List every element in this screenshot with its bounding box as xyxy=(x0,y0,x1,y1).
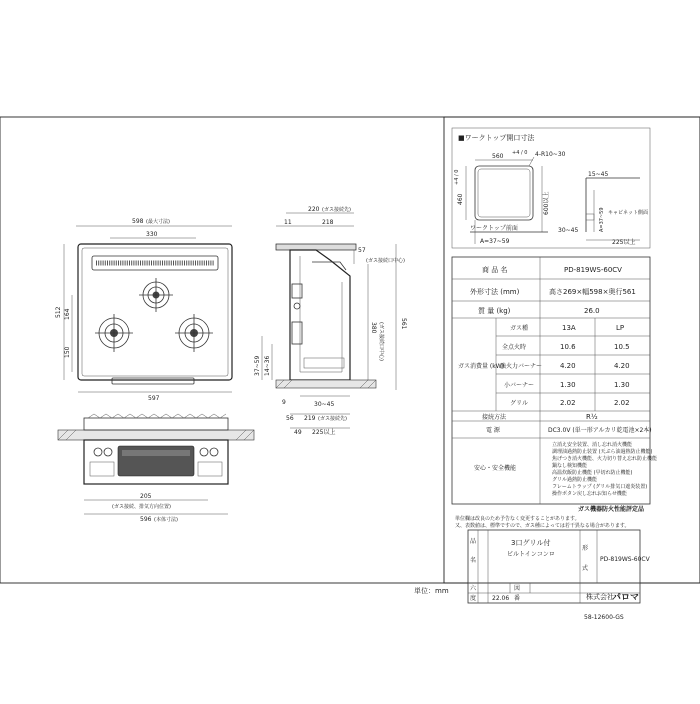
spec-row-label: 小バーナー xyxy=(504,382,535,389)
side-dim-37-59: 37~59 xyxy=(254,355,261,376)
spec-safety-item: 調理油過熱防止装置 (天ぷら油過熱防止機能) xyxy=(552,449,653,455)
cutout-opening xyxy=(475,166,533,220)
side-dim-220: 220 xyxy=(308,206,320,213)
side-knob xyxy=(294,303,300,309)
cutout-title: ■ワークトップ開口寸法 xyxy=(458,134,535,142)
spec-row-v1: 1.30 xyxy=(560,381,576,389)
tb-label-zu: 図 xyxy=(514,585,521,592)
top-dim-inner: 330 xyxy=(146,231,158,238)
burner-left xyxy=(95,314,133,352)
spec-safety-item: 鍋なし検知機能 xyxy=(552,463,588,469)
tb-date: 22.06 xyxy=(492,595,510,602)
cutout-detail xyxy=(452,128,650,248)
tb-name-line2: ビルトインコンロ xyxy=(507,551,555,558)
side-dim-218: 218 xyxy=(322,219,334,226)
side-dim-56: 56 xyxy=(286,415,294,422)
leader-radius xyxy=(529,157,534,166)
top-dim-597: 597 xyxy=(148,395,160,402)
top-dim-overall: 598 xyxy=(132,218,144,225)
side-dim-57: 57 xyxy=(358,247,366,254)
front-dim-205-note: (ガス接続、排気方向位置) xyxy=(112,504,171,510)
side-dim-561: 561 xyxy=(400,318,407,330)
front-dim-205: 205 xyxy=(140,493,152,500)
spec-mass-value: 26.0 xyxy=(584,307,600,315)
spec-safety-item: グリル過熱防止機能 xyxy=(552,477,598,483)
cutout-dim-side-over: 225以上 xyxy=(612,239,636,246)
spec-conn-value: R½ xyxy=(586,413,598,421)
side-view xyxy=(254,206,407,436)
side-dim-30-45: 30~45 xyxy=(314,401,335,408)
grill-pan-side xyxy=(304,358,344,368)
battery-box xyxy=(90,462,114,476)
tb-model: PD-819WS-60CV xyxy=(600,556,650,563)
spec-row-v2: 1.30 xyxy=(614,381,630,389)
spec-row-v1: 4.20 xyxy=(560,362,576,370)
trivets xyxy=(84,418,228,430)
burner-back xyxy=(139,278,173,312)
knob-right-2 xyxy=(210,448,218,456)
spec-power-value: DC3.0V (単一形アルカリ乾電池×2本) xyxy=(548,427,652,434)
tb-name-line1: 3口グリル付 xyxy=(511,539,551,547)
cutout-dim-width-tol: +4 / 0 xyxy=(512,150,528,156)
spec-safety-item: フレームトラップ (グリル排気口遮炎装置) xyxy=(552,484,648,490)
knob-left-2 xyxy=(104,448,112,456)
front-view xyxy=(58,414,254,523)
cutout-dim-width: 560 xyxy=(492,153,504,160)
front-dim-596: 596 xyxy=(140,516,152,523)
tb-label-kata: 形 xyxy=(582,545,589,552)
cutout-dim-radius: 4-R10~30 xyxy=(535,151,566,158)
section-bracket xyxy=(586,214,594,220)
spec-conn-label: 接続方法 xyxy=(482,414,507,421)
side-dim-219: 219 xyxy=(304,415,316,422)
spec-safety-label: 安心・安全機能 xyxy=(474,465,517,472)
knob-right xyxy=(200,448,208,456)
spec-row-v2: 2.02 xyxy=(614,399,630,407)
spec-safety-item: 立消え安全装置、消し忘れ消火機能 xyxy=(552,442,633,448)
spec-safety-item: 高温炊飯防止機能 (早切れ防止機能) xyxy=(552,470,633,476)
counter-section xyxy=(58,430,254,440)
cutout-inner xyxy=(478,169,530,217)
cutout-label-cabinet: キャビネット側面 xyxy=(608,210,649,216)
spec-cert: ガス機器防火性能評定品 xyxy=(578,506,645,513)
side-dim-219-note: (ガス接続先) xyxy=(318,416,347,422)
tb-brand-logo: パロマ xyxy=(612,593,640,603)
spec-row-v2: 4.20 xyxy=(614,362,630,370)
knob-left xyxy=(94,448,102,456)
hob-top-glass xyxy=(82,248,228,376)
tb-label-shiki: 式 xyxy=(582,565,589,572)
cutout-dim-a: A=37~59 xyxy=(599,207,605,232)
front-dim-596-note: (本体寸法) xyxy=(154,517,178,523)
side-dim-225: 225以上 xyxy=(312,429,336,436)
spec-gas-col2: LP xyxy=(616,324,625,332)
cutout-dim-side-top: 15~45 xyxy=(588,171,609,178)
spec-product-value: PD-819WS-60CV xyxy=(564,266,622,274)
tb-label-do: 度 xyxy=(470,595,477,602)
spec-row-v2: 10.5 xyxy=(614,343,630,351)
note-line-1: 単位欄は改良のため予告なく変更することがあります。 xyxy=(455,516,580,522)
side-dim-49: 49 xyxy=(294,429,302,436)
tb-label-hin: 品 xyxy=(470,538,477,545)
top-dim-overall-note: (最大寸法) xyxy=(146,219,170,225)
side-body xyxy=(290,250,350,380)
tb-label-mei: 名 xyxy=(470,557,477,564)
spec-table xyxy=(452,257,657,513)
spec-row-label: 全点火時 xyxy=(502,344,527,351)
side-dim-380: 380 xyxy=(370,322,377,334)
tb-company: 株式会社 xyxy=(586,593,614,601)
control-panel xyxy=(198,462,222,476)
unit-label: 単位：mm xyxy=(414,587,449,595)
cutout-dim-depth-over: 600以上 xyxy=(543,191,550,215)
spec-gas-col1: 13A xyxy=(562,324,576,332)
side-dim-14-36: 14~36 xyxy=(264,355,271,376)
tb-label-ro: 六 xyxy=(470,585,477,592)
spec-size-label: 外形寸法 (mm) xyxy=(470,288,520,296)
side-dim-9: 9 xyxy=(282,399,286,406)
spec-safety-item: 焦げつき消火機能、火力切り替え忘れ防止機能 xyxy=(552,456,658,462)
gas-inlet xyxy=(292,284,302,298)
side-top-plate xyxy=(276,244,356,250)
cutout-dim-depth-tol: +4 / 0 xyxy=(454,169,460,185)
side-dim-380-note: (ガス接続口中心) xyxy=(378,322,384,361)
exhaust-vent xyxy=(92,256,218,270)
side-inner xyxy=(300,256,342,372)
top-dim-150: 150 xyxy=(64,346,71,358)
grill-handle xyxy=(122,450,190,456)
top-dim-depth: 512 xyxy=(55,306,62,318)
spec-safety-item: 操作ボタン戻し忘れお知らせ機能 xyxy=(552,491,627,497)
cutout-dim-side-bottom: 30~45 xyxy=(558,227,579,234)
spec-gas-type-label: ガス種 xyxy=(510,325,529,332)
spec-row-label: 強火力バーナー xyxy=(500,363,543,370)
spec-power-label: 電 源 xyxy=(486,427,500,434)
spec-gas-group-label: ガス消費量 (kW) xyxy=(458,363,504,370)
burner-right xyxy=(175,314,213,352)
doc-number: 58-12600-GS xyxy=(584,614,624,621)
side-dim-11: 11 xyxy=(284,219,292,226)
cutout-dim-front: A=37~59 xyxy=(480,238,510,245)
cutout-label-front: ワークトップ前面 xyxy=(470,225,518,232)
spec-product-label: 商 品 名 xyxy=(482,266,508,274)
spec-size-value: 高さ269×幅598×奥行561 xyxy=(549,288,636,296)
tb-label-ban: 番 xyxy=(514,595,521,602)
top-dim-164: 164 xyxy=(64,308,71,320)
side-dim-57-note: (ガス接続口中心) xyxy=(366,258,405,264)
side-dim-220-note: (ガス接続先) xyxy=(322,207,351,213)
spec-mass-label: 質 量 (kg) xyxy=(478,307,511,315)
cutout-dim-depth: 460 xyxy=(457,193,464,205)
grill-front-lip xyxy=(112,378,194,384)
spec-row-v1: 2.02 xyxy=(560,399,576,407)
title-block xyxy=(468,530,651,603)
battery-compartment xyxy=(292,322,302,344)
spec-row-label: グリル xyxy=(510,400,529,407)
note-line-2: 又、表数値は、標準ですので、ガス種によっては若干異なる場合があります。 xyxy=(455,523,630,529)
trivet-teeth xyxy=(88,414,226,418)
top-view xyxy=(55,218,232,402)
spec-row-v1: 10.6 xyxy=(560,343,576,351)
